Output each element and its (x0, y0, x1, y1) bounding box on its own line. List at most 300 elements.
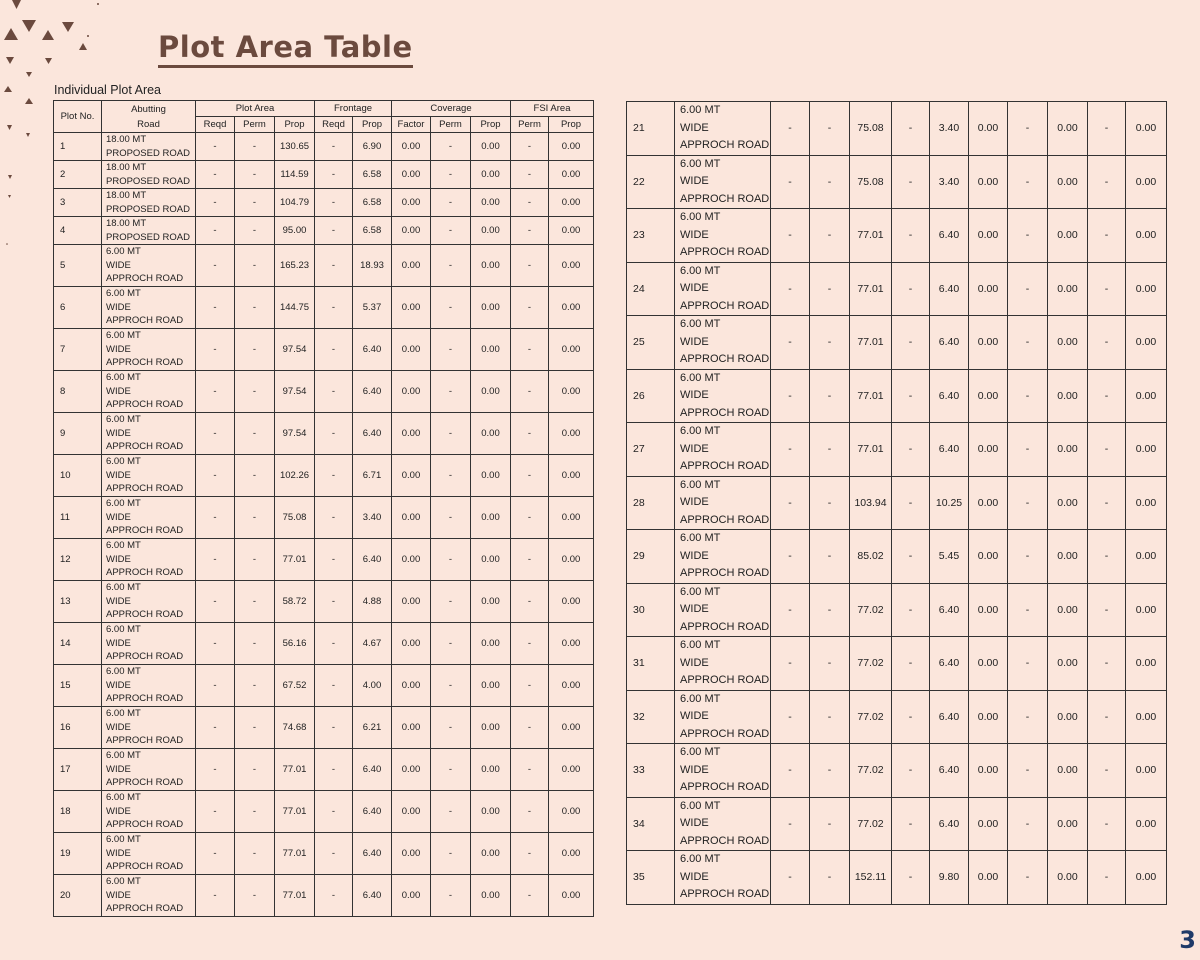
fsi-prop-cell: 0.00 (1126, 102, 1167, 156)
table-row (627, 369, 1167, 423)
cov-factor-cell: 0.00 (392, 833, 431, 875)
pa-prop-cell: 95.00 (275, 217, 315, 245)
road-line: 18.00 MT (106, 134, 147, 145)
pa-perm-cell: - (810, 102, 850, 156)
abutting-road-cell (675, 690, 771, 744)
fr-reqd-cell: - (315, 133, 353, 161)
abutting-road-cell (102, 665, 196, 707)
pa-prop-cell: 144.75 (275, 287, 315, 329)
cov-factor-cell: 0.00 (969, 744, 1008, 798)
cov-factor-cell: 0.00 (392, 329, 431, 371)
fsi-prop-cell: 0.00 (549, 371, 594, 413)
road-line: APPROCH ROAD (106, 693, 184, 705)
table-row (54, 791, 594, 833)
abutting-road-cell (675, 637, 771, 691)
cov-perm-cell: - (431, 833, 471, 875)
cov-perm-cell: - (1008, 316, 1048, 370)
abutting-road-cell (102, 539, 196, 581)
cov-factor-cell: 0.00 (392, 623, 431, 665)
fr-reqd-cell: - (315, 455, 353, 497)
cov-factor-cell: 0.00 (969, 369, 1008, 423)
road-line: WIDE (106, 637, 131, 649)
page-title: Plot Area Table (158, 30, 413, 68)
table-row (54, 749, 594, 791)
cov-factor-cell: 0.00 (969, 262, 1008, 316)
pa-reqd-cell: - (196, 749, 235, 791)
abutting-road-cell (675, 530, 771, 584)
fsi-perm-cell: - (511, 791, 549, 833)
header-abutting-line1: Abutting (131, 103, 166, 115)
fsi-perm-cell: - (511, 497, 549, 539)
cov-factor-cell: 0.00 (969, 851, 1008, 905)
cov-perm-cell: - (431, 539, 471, 581)
fsi-perm-cell: - (511, 707, 549, 749)
pa-perm-cell: - (235, 791, 275, 833)
abutting-road-cell (675, 583, 771, 637)
cov-factor-cell: 0.00 (392, 749, 431, 791)
road-line: 6.00 MT (106, 666, 141, 678)
pa-prop-cell: 67.52 (275, 665, 315, 707)
fsi-perm-cell: - (1088, 369, 1126, 423)
triangle-decor (62, 22, 74, 32)
pa-perm-cell: - (810, 316, 850, 370)
fsi-prop-cell: 0.00 (549, 455, 594, 497)
road-line: 6.00 MT (106, 750, 141, 762)
cov-factor-cell: 0.00 (392, 189, 431, 217)
pa-prop-cell: 77.01 (275, 791, 315, 833)
fr-reqd-cell: - (315, 665, 353, 707)
plot-area-table-right (626, 101, 1167, 905)
road-line: WIDE (106, 511, 131, 523)
fsi-perm-cell: - (1088, 262, 1126, 316)
road-line: WIDE (106, 847, 131, 859)
fsi-prop-cell: 0.00 (549, 539, 594, 581)
fr-prop-cell: 6.40 (930, 316, 969, 370)
cov-perm-cell: - (1008, 262, 1048, 316)
fsi-prop-cell: 0.00 (549, 133, 594, 161)
pa-reqd-cell: - (196, 875, 235, 917)
fsi-perm-cell: - (1088, 583, 1126, 637)
cov-factor-cell: 0.00 (392, 665, 431, 707)
fsi-prop-cell: 0.00 (1126, 851, 1167, 905)
fr-reqd-cell: - (892, 423, 930, 477)
abutting-road-cell (675, 476, 771, 530)
fr-reqd-cell: - (892, 744, 930, 798)
fr-prop-cell: 3.40 (930, 102, 969, 156)
road-line: 6.00 MT (680, 799, 721, 812)
road-line: APPROCH ROAD (680, 727, 770, 740)
road-line: 6.00 MT (106, 414, 141, 426)
road-line: WIDE (680, 175, 709, 187)
fsi-perm-cell: - (511, 833, 549, 875)
road-line: APPROCH ROAD (106, 273, 184, 285)
cov-prop-cell: 0.00 (471, 539, 511, 581)
cov-perm-cell: - (431, 791, 471, 833)
triangle-decor (4, 86, 12, 92)
pa-perm-cell: - (235, 665, 275, 707)
road-line: 6.00 MT (106, 498, 141, 510)
cov-prop-cell: 0.00 (471, 413, 511, 455)
cov-perm-cell: - (431, 623, 471, 665)
fsi-perm-cell: - (1088, 209, 1126, 263)
fsi-prop-cell: 0.00 (549, 245, 594, 287)
fr-reqd-cell: - (315, 189, 353, 217)
subheader-reqd: Reqd (196, 117, 235, 133)
cov-factor-cell: 0.00 (392, 455, 431, 497)
table-row (627, 423, 1167, 477)
road-line: 6.00 MT (680, 104, 721, 116)
road-line: APPROCH ROAD (106, 651, 184, 663)
fsi-perm-cell: - (511, 329, 549, 371)
plot-area-table-left (53, 100, 594, 917)
pa-prop-cell: 75.08 (850, 102, 892, 156)
fr-reqd-cell: - (892, 316, 930, 370)
pa-perm-cell: - (235, 371, 275, 413)
road-line: APPROCH ROAD (106, 315, 184, 327)
road-line: WIDE (106, 595, 131, 607)
table-subtitle: Individual Plot Area (54, 83, 162, 97)
abutting-road-cell (102, 791, 196, 833)
pa-prop-cell: 77.01 (275, 833, 315, 875)
pa-prop-cell: 77.01 (850, 262, 892, 316)
table-row (54, 497, 594, 539)
fr-reqd-cell: - (892, 102, 930, 156)
table-row (627, 690, 1167, 744)
table-row (627, 102, 1167, 156)
road-line: WIDE (106, 805, 131, 817)
pa-prop-cell: 77.01 (275, 539, 315, 581)
abutting-road-cell (102, 329, 196, 371)
subheader-prop: Prop (471, 117, 511, 133)
road-line: 6.00 MT (680, 692, 721, 705)
fr-reqd-cell: - (315, 245, 353, 287)
plot-no-cell: 33 (627, 744, 675, 798)
cov-factor-cell: 0.00 (969, 209, 1008, 263)
fsi-perm-cell: - (1088, 155, 1126, 209)
pa-prop-cell: 75.08 (850, 155, 892, 209)
cov-perm-cell: - (431, 217, 471, 245)
fsi-prop-cell: 0.00 (1126, 637, 1167, 691)
pa-perm-cell: - (235, 581, 275, 623)
subheader-factor: Factor (392, 117, 431, 133)
road-line: 6.00 MT (106, 876, 141, 888)
pa-perm-cell: - (235, 749, 275, 791)
cov-factor-cell: 0.00 (969, 102, 1008, 156)
pa-perm-cell: - (810, 369, 850, 423)
cov-perm-cell: - (1008, 744, 1048, 798)
cov-prop-cell: 0.00 (1048, 851, 1088, 905)
road-line: 6.00 MT (106, 708, 141, 720)
fr-prop-cell: 6.40 (353, 749, 392, 791)
cov-prop-cell: 0.00 (471, 497, 511, 539)
cov-perm-cell: - (1008, 583, 1048, 637)
road-line: 6.00 MT (106, 288, 141, 300)
abutting-road-cell (675, 155, 771, 209)
abutting-road-cell (102, 875, 196, 917)
abutting-road-cell (102, 623, 196, 665)
table-row (627, 476, 1167, 530)
road-line: WIDE (680, 335, 709, 348)
road-line: 18.00 MT (106, 162, 147, 173)
plot-no-cell: 2 (54, 161, 102, 189)
pa-prop-cell: 74.68 (275, 707, 315, 749)
triangle-decor (4, 28, 18, 40)
cov-prop-cell: 0.00 (471, 707, 511, 749)
cov-factor-cell: 0.00 (392, 371, 431, 413)
plot-no-cell: 1 (54, 133, 102, 161)
table-row (54, 133, 594, 161)
road-line: PROPOSED ROAD (106, 147, 190, 159)
pa-prop-cell: 165.23 (275, 245, 315, 287)
road-line: APPROCH ROAD (680, 299, 770, 312)
pa-prop-cell: 97.54 (275, 413, 315, 455)
fsi-prop-cell: 0.00 (1126, 797, 1167, 851)
road-line: APPROCH ROAD (680, 674, 770, 686)
pa-reqd-cell: - (196, 413, 235, 455)
fr-prop-cell: 6.40 (353, 833, 392, 875)
fr-prop-cell: 6.40 (930, 583, 969, 637)
pa-perm-cell: - (235, 287, 275, 329)
road-line: WIDE (680, 121, 709, 134)
cov-prop-cell: 0.00 (471, 665, 511, 707)
road-line: PROPOSED ROAD (106, 203, 190, 215)
abutting-road-cell (102, 217, 196, 245)
plot-no-cell: 24 (627, 262, 675, 316)
pa-perm-cell: - (235, 623, 275, 665)
abutting-road-cell (675, 102, 771, 156)
pa-prop-cell: 77.01 (850, 369, 892, 423)
road-line: APPROCH ROAD (680, 192, 770, 205)
cov-perm-cell: - (431, 133, 471, 161)
road-line: APPROCH ROAD (106, 525, 184, 537)
plot-no-cell: 26 (627, 369, 675, 423)
fsi-prop-cell: 0.00 (1126, 690, 1167, 744)
fsi-perm-cell: - (511, 413, 549, 455)
road-line: 6.00 MT (106, 456, 141, 468)
cov-factor-cell: 0.00 (969, 530, 1008, 584)
subheader-reqd: Reqd (315, 117, 353, 133)
road-line: 6.00 MT (106, 834, 141, 846)
pa-perm-cell: - (235, 875, 275, 917)
plot-no-cell: 29 (627, 530, 675, 584)
fr-prop-cell: 6.40 (930, 797, 969, 851)
fsi-perm-cell: - (511, 665, 549, 707)
plot-no-cell: 6 (54, 287, 102, 329)
road-line: WIDE (106, 301, 131, 313)
road-line: APPROCH ROAD (680, 353, 770, 365)
abutting-road-cell (102, 707, 196, 749)
fsi-prop-cell: 0.00 (549, 217, 594, 245)
fr-reqd-cell: - (315, 707, 353, 749)
cov-perm-cell: - (431, 189, 471, 217)
plot-no-cell: 34 (627, 797, 675, 851)
abutting-road-cell (102, 413, 196, 455)
pa-reqd-cell: - (196, 581, 235, 623)
cov-perm-cell: - (1008, 155, 1048, 209)
fr-prop-cell: 6.40 (353, 413, 392, 455)
table-row (627, 209, 1167, 263)
cov-factor-cell: 0.00 (392, 287, 431, 329)
road-line: 6.00 MT (106, 624, 141, 636)
pa-prop-cell: 56.16 (275, 623, 315, 665)
table-row (627, 262, 1167, 316)
table-row (54, 623, 594, 665)
fr-prop-cell: 6.40 (353, 791, 392, 833)
road-line: 6.00 MT (106, 582, 141, 594)
fsi-prop-cell: 0.00 (549, 329, 594, 371)
cov-prop-cell: 0.00 (1048, 262, 1088, 316)
fr-reqd-cell: - (892, 530, 930, 584)
table-row (627, 851, 1167, 905)
pa-perm-cell: - (235, 189, 275, 217)
abutting-road-cell (675, 369, 771, 423)
pa-reqd-cell: - (771, 583, 810, 637)
fsi-perm-cell: - (511, 623, 549, 665)
pa-prop-cell: 77.01 (850, 209, 892, 263)
triangle-decor (22, 20, 36, 32)
cov-prop-cell: 0.00 (1048, 637, 1088, 691)
fsi-prop-cell: 0.00 (1126, 316, 1167, 370)
pa-reqd-cell: - (771, 797, 810, 851)
fr-reqd-cell: - (315, 329, 353, 371)
pa-prop-cell: 130.65 (275, 133, 315, 161)
cov-prop-cell: 0.00 (1048, 583, 1088, 637)
plot-no-cell: 20 (54, 875, 102, 917)
pa-reqd-cell: - (196, 217, 235, 245)
road-line: WIDE (106, 385, 131, 397)
fr-prop-cell: 18.93 (353, 245, 392, 287)
road-line: WIDE (680, 549, 709, 562)
fr-prop-cell: 6.40 (930, 262, 969, 316)
fsi-prop-cell: 0.00 (549, 665, 594, 707)
road-line: 6.00 MT (680, 211, 721, 223)
road-line: 6.00 MT (106, 330, 141, 342)
cov-prop-cell: 0.00 (471, 189, 511, 217)
fr-reqd-cell: - (892, 690, 930, 744)
table-row (54, 329, 594, 371)
fr-prop-cell: 6.90 (353, 133, 392, 161)
cov-perm-cell: - (1008, 476, 1048, 530)
plot-no-cell: 27 (627, 423, 675, 477)
pa-perm-cell: - (235, 217, 275, 245)
fr-reqd-cell: - (315, 287, 353, 329)
pa-reqd-cell: - (196, 497, 235, 539)
fsi-prop-cell: 0.00 (549, 791, 594, 833)
fr-reqd-cell: - (892, 155, 930, 209)
fr-prop-cell: 6.40 (930, 690, 969, 744)
pa-perm-cell: - (235, 133, 275, 161)
plot-no-cell: 35 (627, 851, 675, 905)
fr-prop-cell: 6.40 (353, 371, 392, 413)
cov-prop-cell: 0.00 (471, 833, 511, 875)
fr-reqd-cell: - (315, 623, 353, 665)
fr-prop-cell: 4.00 (353, 665, 392, 707)
road-line: APPROCH ROAD (680, 406, 770, 419)
road-line: WIDE (106, 721, 131, 733)
plot-no-cell: 12 (54, 539, 102, 581)
table-row (627, 155, 1167, 209)
pa-perm-cell: - (235, 833, 275, 875)
pa-reqd-cell: - (196, 161, 235, 189)
table-row (54, 161, 594, 189)
fr-prop-cell: 6.40 (930, 209, 969, 263)
fsi-prop-cell: 0.00 (549, 875, 594, 917)
dot-decor (97, 3, 99, 5)
cov-prop-cell: 0.00 (1048, 155, 1088, 209)
pa-reqd-cell: - (196, 455, 235, 497)
cov-prop-cell: 0.00 (1048, 744, 1088, 798)
triangle-decor (26, 133, 30, 137)
cov-prop-cell: 0.00 (1048, 476, 1088, 530)
cov-perm-cell: - (1008, 690, 1048, 744)
fr-reqd-cell: - (315, 371, 353, 413)
pa-reqd-cell: - (771, 209, 810, 263)
abutting-road-cell (102, 287, 196, 329)
fsi-prop-cell: 0.00 (549, 707, 594, 749)
cov-prop-cell: 0.00 (471, 217, 511, 245)
pa-reqd-cell: - (196, 623, 235, 665)
fsi-perm-cell: - (511, 455, 549, 497)
plot-no-cell: 11 (54, 497, 102, 539)
pa-reqd-cell: - (196, 833, 235, 875)
cov-prop-cell: 0.00 (1048, 369, 1088, 423)
road-line: 6.00 MT (680, 371, 721, 384)
pa-prop-cell: 114.59 (275, 161, 315, 189)
road-line: 18.00 MT (106, 218, 147, 229)
cov-prop-cell: 0.00 (1048, 209, 1088, 263)
plot-no-cell: 21 (627, 102, 675, 156)
table-row (54, 581, 594, 623)
pa-reqd-cell: - (771, 155, 810, 209)
road-line: WIDE (680, 656, 709, 669)
road-line: 6.00 MT (680, 746, 721, 758)
pa-prop-cell: 77.02 (850, 690, 892, 744)
pa-perm-cell: - (810, 744, 850, 798)
fr-reqd-cell: - (315, 791, 353, 833)
fr-prop-cell: 6.40 (930, 369, 969, 423)
fsi-perm-cell: - (1088, 797, 1126, 851)
road-line: 6.00 MT (680, 532, 721, 544)
pa-perm-cell: - (810, 530, 850, 584)
fsi-perm-cell: - (511, 875, 549, 917)
dot-decor (6, 243, 8, 245)
cov-prop-cell: 0.00 (471, 749, 511, 791)
cov-factor-cell: 0.00 (392, 497, 431, 539)
pa-prop-cell: 75.08 (275, 497, 315, 539)
plot-no-cell: 14 (54, 623, 102, 665)
triangle-decor (79, 43, 87, 50)
pa-reqd-cell: - (771, 102, 810, 156)
abutting-road-cell (102, 581, 196, 623)
abutting-road-cell (102, 189, 196, 217)
road-line: 6.00 MT (106, 246, 141, 258)
abutting-road-cell (102, 749, 196, 791)
pa-perm-cell: - (235, 539, 275, 581)
cov-factor-cell: 0.00 (392, 161, 431, 189)
fsi-prop-cell: 0.00 (1126, 583, 1167, 637)
road-line: APPROCH ROAD (680, 460, 770, 472)
abutting-road-cell (675, 797, 771, 851)
triangle-decor (6, 57, 14, 64)
pa-perm-cell: - (810, 690, 850, 744)
fr-reqd-cell: - (315, 581, 353, 623)
cov-perm-cell: - (431, 371, 471, 413)
plot-no-cell: 18 (54, 791, 102, 833)
pa-reqd-cell: - (771, 744, 810, 798)
pa-perm-cell: - (810, 155, 850, 209)
pa-prop-cell: 77.01 (275, 749, 315, 791)
fr-reqd-cell: - (315, 413, 353, 455)
